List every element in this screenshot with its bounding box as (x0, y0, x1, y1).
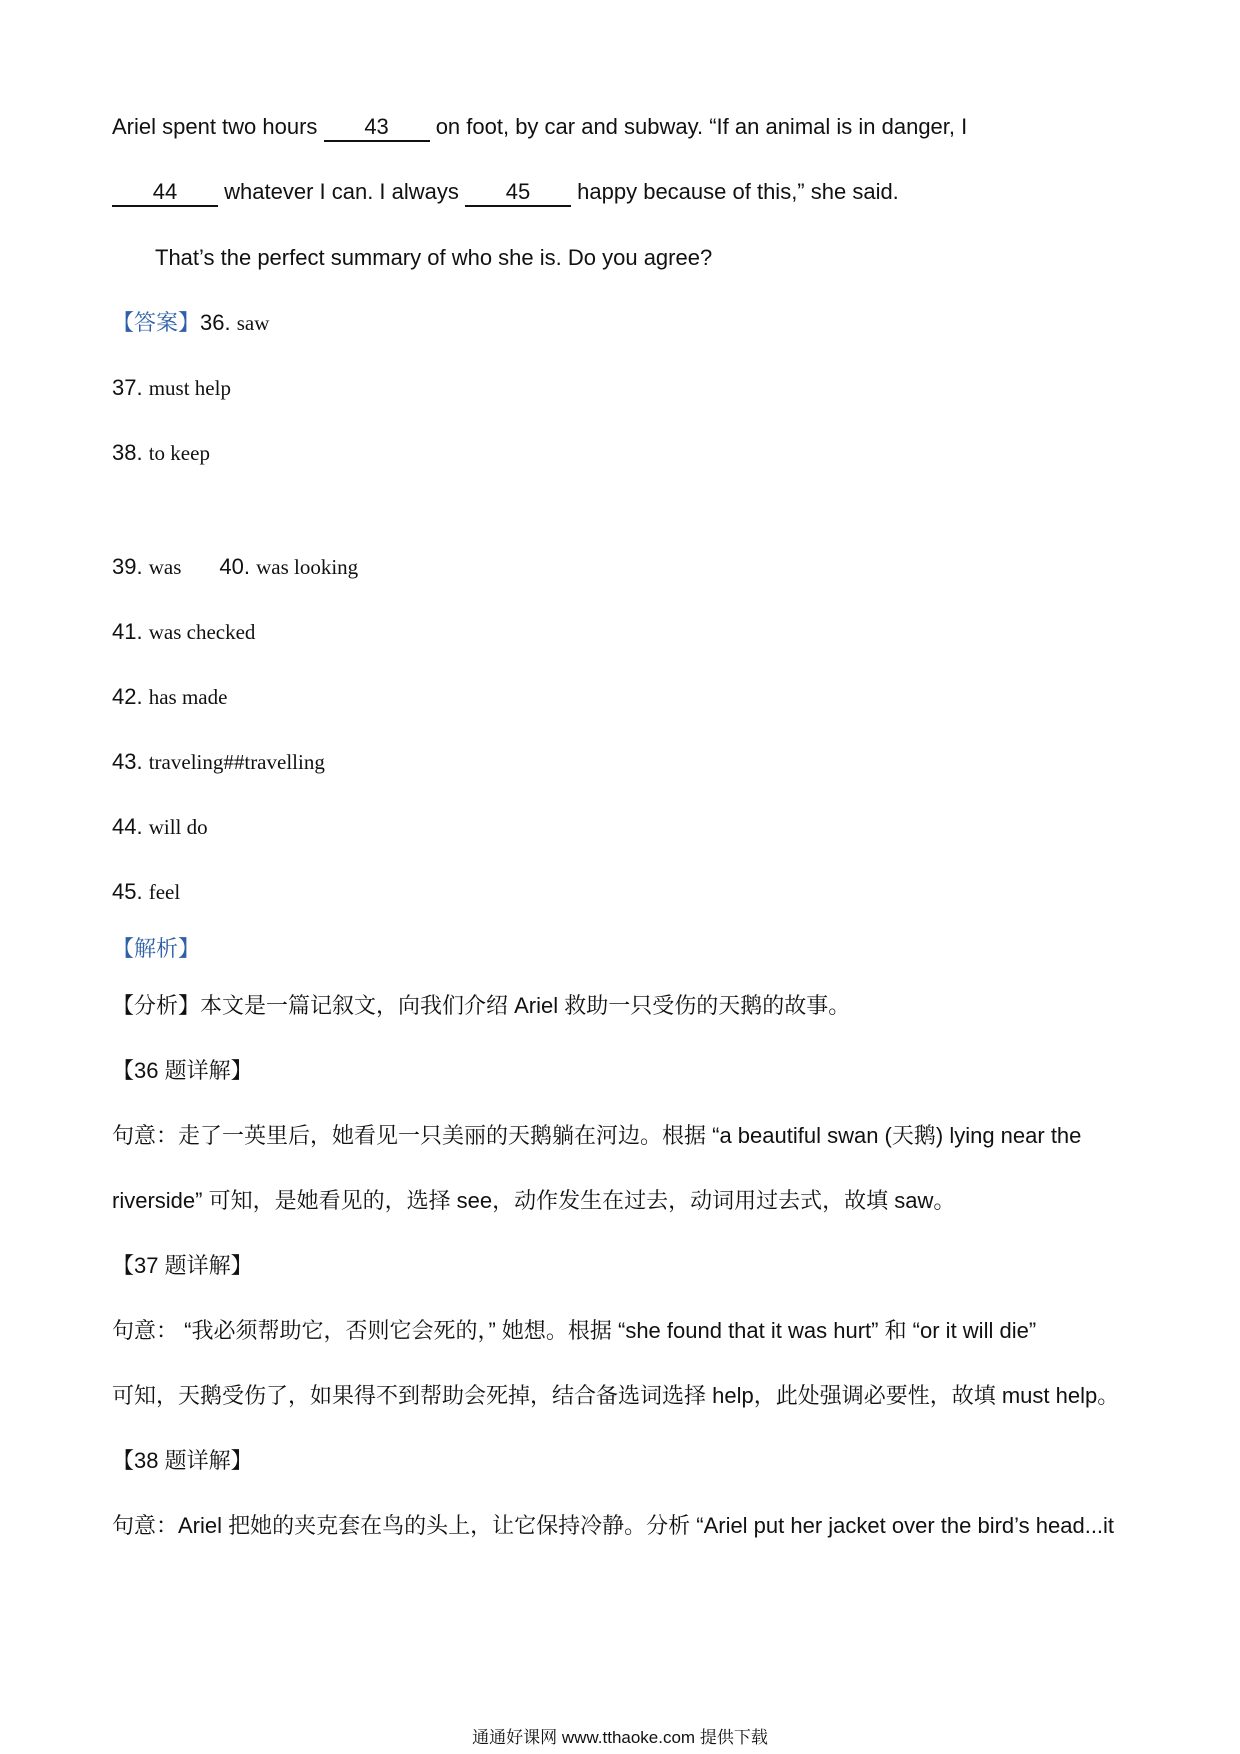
answer-text: saw (236, 311, 270, 335)
passage-text: on foot, by car and subway. “If an animal is in danger, I (435, 114, 968, 139)
answer-num: 39. (112, 554, 143, 579)
answer-num: 38. (112, 440, 143, 465)
q36-title: 【36 题详解】 (112, 1058, 253, 1083)
answer-text: was (148, 555, 182, 579)
answer-45 (112, 877, 180, 907)
passage-text: Ariel spent two hours (112, 114, 318, 139)
answer-num: 45. (112, 879, 143, 904)
answer-num: 36. (200, 310, 231, 335)
blank-45: 45 (465, 179, 571, 207)
answer-42 (112, 682, 227, 712)
q36-line-1: 句意：走了一英里后，她看见一只美丽的天鹅躺在河边。根据 “a beautiful swan (天鹅) lying near the (112, 1123, 1082, 1148)
answer-text: feel (148, 880, 181, 904)
answer-36 (112, 308, 269, 338)
passage-line-3: That’s the perfect summary of who she is. Do you agree? (155, 245, 713, 270)
page-footer: 通通好课网 www.tthaoke.com 提供下载 (472, 1728, 768, 1747)
q37-line-1: 句意： “我必须帮助它，否则它会死的，” 她想。根据 “she found that it was hurt” 和 “or it will die” (112, 1318, 1037, 1343)
q37-title: 【37 题详解】 (112, 1253, 253, 1278)
answer-text: will do (148, 815, 208, 839)
answer-43 (112, 747, 325, 777)
answer-37 (112, 373, 231, 403)
answer-38 (112, 438, 210, 468)
answer-num: 42. (112, 684, 143, 709)
answer-tag: 【答案】 (112, 310, 201, 335)
q38-title: 【38 题详解】 (112, 1448, 253, 1473)
answer-num: 40. (219, 554, 250, 579)
q38-line-1: 句意：Ariel 把她的夹克套在鸟的头上，让它保持冷静。分析 “Ariel put her jacket over the bird’s head...it (112, 1513, 1115, 1538)
analysis-summary: 【分析】本文是一篇记叙文，向我们介绍 Ariel 救助一只受伤的天鹅的故事。 (112, 993, 851, 1018)
answer-text: has made (148, 685, 228, 709)
answer-39-40 (112, 552, 358, 582)
answer-44 (112, 812, 208, 842)
answer-41 (112, 617, 255, 647)
passage-text: whatever I can. I always (224, 179, 459, 204)
blank-44: 44 (112, 179, 218, 207)
passage-line-1 (112, 112, 967, 142)
answer-text: to keep (148, 441, 210, 465)
q37-line-2: 可知，天鹅受伤了，如果得不到帮助会死掉，结合备选词选择 help，此处强调必要性，故填 must help。 (112, 1383, 1120, 1408)
blank-43: 43 (324, 114, 430, 142)
analysis-tag: 【解析】 (112, 936, 201, 961)
answer-num: 43. (112, 749, 143, 774)
answer-text: traveling##travelling (148, 750, 325, 774)
passage-line-2 (112, 177, 899, 207)
answer-text: must help (148, 376, 231, 400)
answer-num: 44. (112, 814, 143, 839)
passage-text: happy because of this,” she said. (577, 179, 899, 204)
answer-text: was looking (256, 555, 359, 579)
answer-text: was checked (148, 620, 256, 644)
answer-num: 37. (112, 375, 143, 400)
q36-line-2: riverside” 可知，是她看见的，选择 see，动作发生在过去，动词用过去式，故填 saw。 (112, 1188, 956, 1213)
answer-num: 41. (112, 619, 143, 644)
